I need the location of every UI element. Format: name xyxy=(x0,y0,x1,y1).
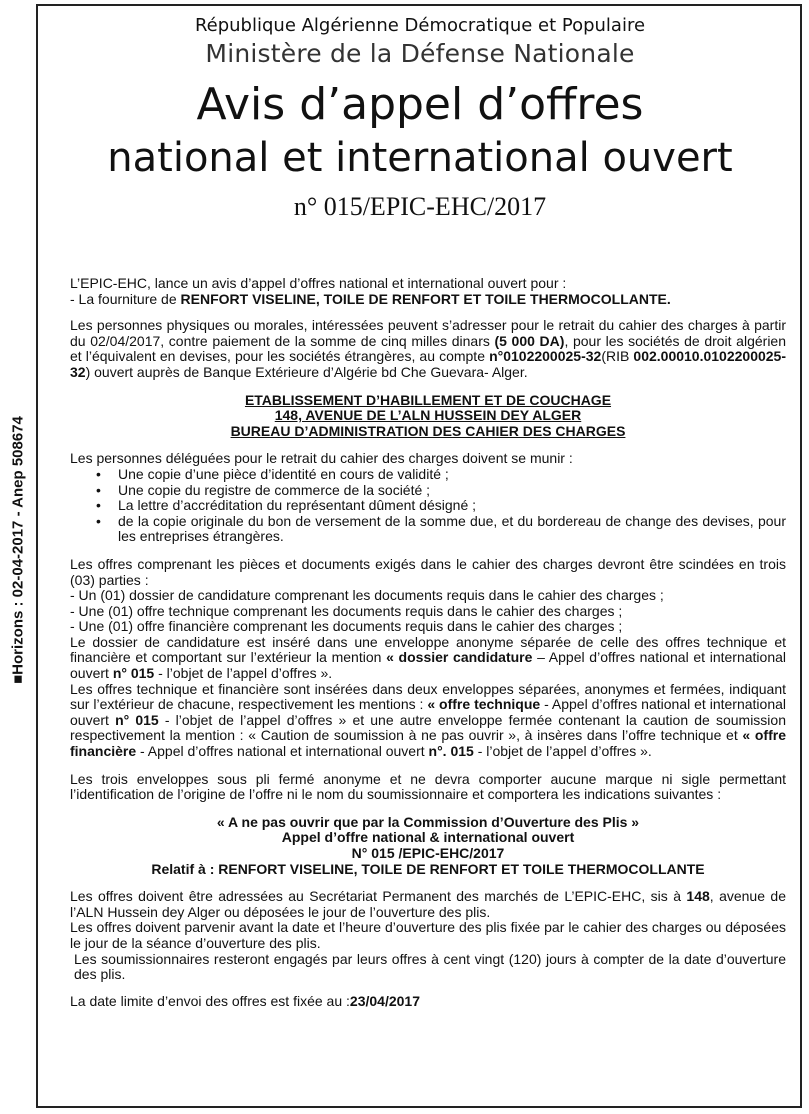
list-item: • Une copie d’une pièce d’identité en cours de validité ; xyxy=(70,467,786,483)
offer-part: - Une (01) offre technique comprenant les documents requis dans le cahier des charges ; xyxy=(70,602,623,619)
supply-items: RENFORT VISELINE, TOILE DE RENFORT ET TOILE THERMOCOLLANTE. xyxy=(180,290,671,307)
technical-financial-paragraph: Les offres technique et financière sont insérées dans deux enveloppes séparées, anonymes et fermées, indiquant sur l’extérieur de chacune, respectivement les mentions : « offre technique - Appel d’offres national et international ouvert n° 015 - l’objet de l’appel d’offres » et une autre enveloppe fermée contenant la caution de soumission respectivement la mention : « Caution de soumission à ne pas ouvrir », à insères dans l’offre technique et « offre financière - Appel d’offres national et international ouvert n°. 015 - l’objet de l’appel d’offres ». xyxy=(70,680,786,760)
address-paragraph: Les offres doivent être adressées au Secrétariat Permanent des marchés de L’EPIC-EHC, sis à 148, avenue de l’ALN Hussein dey Alger ou déposées le jour de l’ouverture des plis. xyxy=(70,888,786,920)
deadline-date: 23/04/2017 xyxy=(349,992,420,1009)
deadline-paragraph: Les offres doivent parvenir avant la date et l’heure d’ouverture des plis fixée par le cahier des charges ou déposées le jour de la séance d’ouverture des plis. xyxy=(70,919,786,951)
notice-number: n° 015/EPIC-EHC/2017 xyxy=(293,192,547,221)
list-item: • Une copie du registre de commerce de la société ; xyxy=(70,483,786,499)
notice-line3: N° 015 /EPIC-EHC/2017 xyxy=(351,845,505,861)
notice-line1: « A ne pas ouvrir que par la Commission d’Ouverture des Plis » xyxy=(216,813,640,830)
commitment-paragraph: Les soumissionnaires resteront engagés par leurs offres à cent vingt (120) jours à compter de la date d’ouverture des plis. xyxy=(74,950,786,983)
dossier-paragraph: Le dossier de candidature est inséré dans une enveloppe anonyme séparée de celle des offres technique et financière et comportant sur l’extérieur la mention « dossier candidature – Appel d’offres national et international ouvert n° 015 - l’objet de l’appel d’offres ». xyxy=(70,633,787,682)
supply-line: - La fourniture de RENFORT VISELINE, TOILE DE RENFORT ET TOILE THERMOCOLLANTE. xyxy=(70,290,671,307)
delegates-intro: Les personnes déléguées pour le retrait du cahier des charges doivent se munir : xyxy=(70,450,573,467)
publication-reference: ■Horizons : 02-04-2017 - Anep 508674 xyxy=(9,416,27,684)
notice-title-line1: Avis d’appel d’offres xyxy=(196,79,644,130)
rib-number: 002.00010.0102200025-32 xyxy=(70,348,786,380)
address-line1: ETABLISSEMENT D’HABILLEMENT ET DE COUCHAGE xyxy=(244,391,612,408)
ministry-heading: Ministère de la Défense Nationale xyxy=(205,39,635,68)
intro-line: L’EPIC-EHC, lance un avis d’appel d’offres national et international ouvert pour : xyxy=(70,275,567,291)
delegates-list xyxy=(70,467,786,545)
document-header xyxy=(40,14,800,224)
account-number: n°0102200025-32 xyxy=(489,348,602,365)
notice-title-line2: national et international ouvert xyxy=(107,135,733,181)
deadline-line: La date limite d’envoi des offres est fixée au :23/04/2017 xyxy=(70,992,420,1009)
offer-part: - Une (01) offre financière comprenant les documents requis dans le cahier des charges ; xyxy=(70,618,623,635)
notice-line4: Relatif à : RENFORT VISELINE, TOILE DE RENFORT ET TOILE THERMOCOLLANTE xyxy=(151,860,705,877)
republic-heading: République Algérienne Démocratique et Populaire xyxy=(194,15,646,36)
document-body xyxy=(70,276,786,1009)
address-line3: BUREAU D’ADMINISTRATION DES CAHIER DES CHARGES xyxy=(230,422,626,439)
envelopes-paragraph: Les trois enveloppes sous pli fermé anonyme et ne devra comporter aucune marque ni sigle permettant l’identification de l’origine de l’offre ni le nom du soumissionnaire et comportera les indications suivantes : xyxy=(70,770,786,803)
list-item: • La lettre d’accréditation du représentant dûment désigné ; xyxy=(70,498,786,514)
notice-line2: Appel d’offre national & international ouvert xyxy=(281,829,575,846)
offers-intro: Les offres comprenant les pièces et documents exigés dans le cahier des charges devront être scindées en trois (03) parties : xyxy=(70,555,786,588)
address-line2: 148, AVENUE DE L’ALN HUSSEIN DEY ALGER xyxy=(274,407,582,424)
offer-part: - Un (01) dossier de candidature comprenant les documents requis dans le cahier des charges ; xyxy=(70,587,664,604)
persons-paragraph: Les personnes physiques ou morales, intéressées peuvent s’adresser pour le retrait du cahier des charges à partir du 02/04/2017, contre paiement de la somme de cinq milles dinars (5 000 DA), pour les sociétés de droit algérien et l’équivalent en devises, pour les sociétés étrangères, au compte n°0102200025-32(RIB 002.00010.0102200025-32) ouvert auprès de Banque Extérieure d’Algérie bd Che Guevara- Alger. xyxy=(70,317,786,380)
list-item: • de la copie originale du bon de versement de la somme due, et du bordereau de change des devises, pour les entreprises étrangères. xyxy=(70,514,786,545)
publication-sidebar xyxy=(2,380,34,720)
